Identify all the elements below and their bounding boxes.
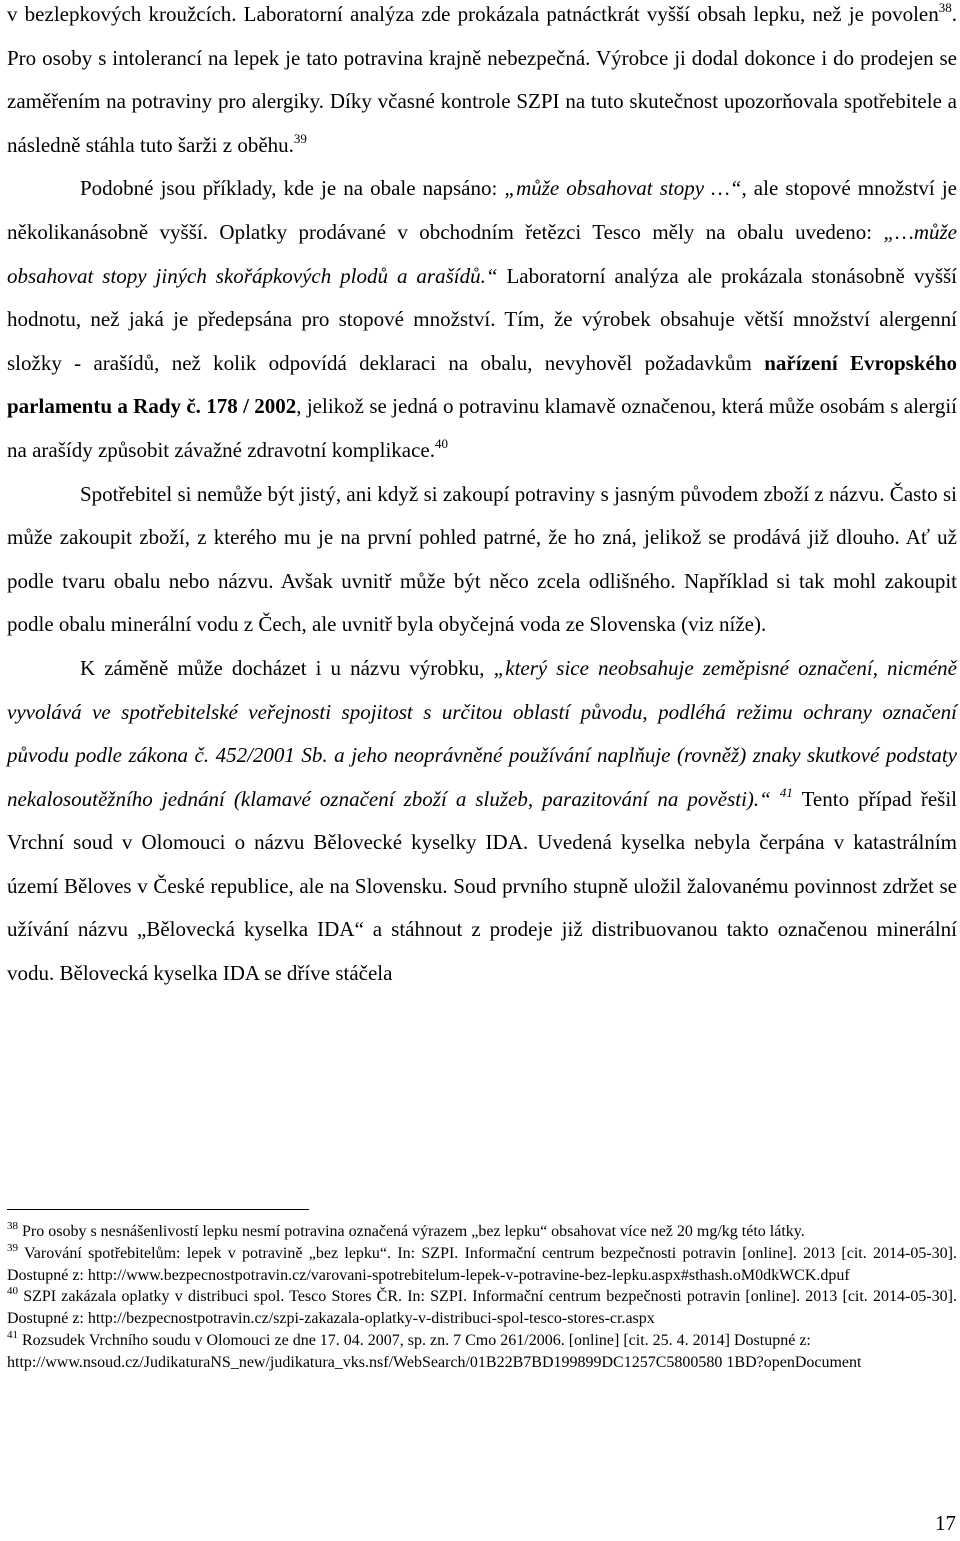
footnote-reference[interactable]: 39 [293, 130, 307, 146]
footnote-link[interactable]: http://www.nsoud.cz/JudikaturaNS_new/judikatura_vks.nsf/WebSearch/01B22B7BD199899DC1257C5800580 1BD?openDocument [7, 1353, 862, 1371]
footnote-reference[interactable]: 40 [435, 435, 448, 451]
footnote-reference[interactable]: 40 [7, 1285, 18, 1298]
text-run: v bezlepkových kroužcích. Laboratorní analýza zde prokázala patnáctkrát vyšší obsah lepku, než je povolen [7, 2, 939, 26]
footnote-reference[interactable]: 39 [7, 1241, 18, 1254]
quoted-text: „může obsahovat stopy …“ [504, 176, 742, 201]
text-run: SZPI zakázala oplatky v distribuci spol. Tesco Stores ČR. In: SZPI. Informační centrum bezpečnosti potravin [online]. 2013 [cit. 2014-05-30]. Dostupné z: http://bezpecnostpotravin.cz/szpi-zakazala-oplatky-v-distribuci-spol-tesco-stores-cr.aspx [7, 1288, 957, 1328]
footnote-reference[interactable]: 41 [779, 784, 793, 800]
text-run: Podobné jsou příklady, kde je na obale napsáno: [80, 176, 505, 201]
text-run: Pro osoby s nesnášenlivostí lepku nesmí potravina označená výrazem „bez lepku“ obsahovat více než 20 mg/kg této látky. [18, 1223, 805, 1240]
text-run: Laboratorní analýza ale prokázala stonásobně vyšší hodnotu, než jaká je předepsána pro stopové množství. Tím, že výrobek obsahuje větší množství alergenní složky - arašídů, než kolik odpovídá deklaraci na obalu, nevyhověl požadavkům [7, 263, 957, 375]
footnote-fn39 [7, 1243, 957, 1287]
text-run: . Pro osoby s intolerancí na lepek je tato potravina krajně nebezpečná. Výrobce ji dodal dokonce i do prodejen se zaměřením na potraviny pro alergiky. Díky včasné kontrole SZPI na tuto skutečnost upozorňovala spotřebitele a následně stáhla tuto šarži z oběhu. [7, 2, 957, 157]
text-run: K záměně může docházet i u názvu výrobku, [80, 655, 494, 680]
paragraph-p2 [7, 167, 957, 472]
bold-text: nařízení Evropského parlamentu a Rady č. 178 / 2002 [7, 350, 958, 419]
paragraph-p3 [7, 473, 957, 647]
footnote-fn40 [7, 1286, 957, 1330]
quoted-text: „který sice neobsahuje zeměpisné označení, nicméně vyvolává ve spotřebitelské veřejnosti spojitost s určitou oblastí původu, podléhá režimu ochrany označení původu podle zákona č. 452/2001 Sb. a jeho neoprávněné používání naplňuje (rovněž) znaky skutkové podstaty nekalosoutěžního jednání (klamavé označení zboží a služeb, parazitování na pověsti).“ [7, 655, 957, 811]
text-run [771, 787, 780, 811]
text-run: , jelikož se jedná o potravinu klamavě označenou, která může osobám s alergií na arašídy způsobit závažné zdravotní komplikace. [7, 394, 958, 462]
footnotes [7, 1221, 957, 1374]
page-number: 17 [935, 1511, 956, 1535]
paragraph-p4 [7, 647, 957, 996]
text-run: , ale stopové množství je několikanásobně vyšší. Oplatky prodávané v obchodním řetězci Tesco měly na obalu uvedeno: [7, 176, 957, 244]
text-run: Varování spotřebitelům: lepek v potravině „bez lepku“. In: SZPI. Informační centrum bezpečnosti potravin [online]. 2013 [cit. 2014-05-30]. Dostupné z: http://www.bezpecnostpotravin.cz/varovani-spotrebitelum-lepek-v-potravine-bez-lepku.aspx#sthash.oM0dkWCK.dpuf [7, 1244, 957, 1284]
quoted-text: „…může obsahovat stopy jiných skořápkových plodů a arašídů.“ [7, 219, 957, 288]
text-run: Spotřebitel si nemůže být jistý, ani když si zakoupí potraviny s jasným původem zboží z názvu. Často si může zakoupit zboží, z kterého mu je na první pohled patrné, že ho zná, jelikož se prodává již dlouho. Ať už podle tvaru obalu nebo názvu. Avšak uvnitř může být něco zcela odlišného. Například si tak mohl zakoupit podle obalu minerální vodu z Čech, ale uvnitř byla obyčejná voda ze Slovenska (viz níže). [7, 481, 957, 637]
footnote-reference[interactable]: 38 [938, 0, 952, 15]
body-text [7, 0, 957, 996]
text-run: Tento případ řešil Vrchní soud v Olomouci o názvu Bělovecké kyselky IDA. Uvedená kyselka nebyla čerpána v katastrálním území Běloves v České republice, ale na Slovensku. Soud prvního stupně uložil žalovanému povinnost zdržet se užívání názvu „Bělovecká kyselka IDA“ a stáhnout z prodeje již distribuovanou takto označenou minerální vodu. Bělovecká kyselka IDA se dříve stáčela [7, 786, 957, 986]
footnote-separator [7, 1209, 309, 1210]
text-run: Rozsudek Vrchního soudu v Olomouci ze dne 17. 04. 2007, sp. zn. 7 Cmo 261/2006. [online] [cit. 25. 4. 2014] Dostupné z: [18, 1331, 811, 1349]
footnote-fn41 [7, 1330, 957, 1352]
footnote-reference[interactable]: 41 [7, 1328, 18, 1341]
footnote-reference[interactable]: 38 [7, 1220, 18, 1232]
paragraph-p1 [7, 0, 957, 167]
footnote-fn38 [7, 1221, 957, 1243]
